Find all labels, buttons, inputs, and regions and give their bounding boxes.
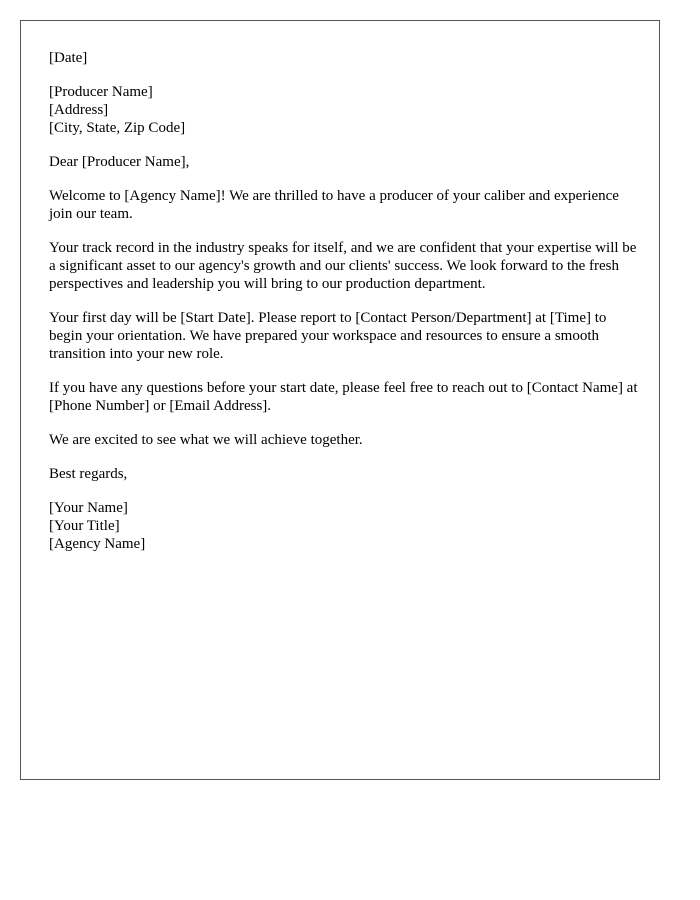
paragraph-track-record: Your track record in the industry speaks for itself, and we are confident that your expertise will be a significant asset to our agency's growth and our clients' success. We look forward to the fresh perspectives and leadership you will bring to our production department. <box>49 240 637 292</box>
paragraph-questions: If you have any questions before your start date, please feel free to reach out to [Contact Name] at [Phone Number] or [Email Address]. <box>49 380 638 414</box>
signature-title: [Your Title] <box>49 518 120 534</box>
signature-agency: [Agency Name] <box>49 536 146 552</box>
letter-page <box>20 20 660 780</box>
paragraph-welcome: Welcome to [Agency Name]! We are thrilled to have a producer of your caliber and experience join our team. <box>49 188 619 222</box>
salutation: Dear [Producer Name], <box>49 154 190 170</box>
paragraph-first-day: Your first day will be [Start Date]. Please report to [Contact Person/Department] at [Time] to begin your orientation. We have prepared your workspace and resources to ensure a smooth transition into your new role. <box>49 310 607 362</box>
signature-name: [Your Name] <box>49 500 128 516</box>
paragraph-excited: We are excited to see what we will achieve together. <box>49 432 363 448</box>
closing: Best regards, <box>49 466 128 482</box>
letter-body <box>49 49 639 569</box>
recipient-address: [Address] <box>49 102 109 118</box>
recipient-name: [Producer Name] <box>49 84 153 100</box>
signature-block <box>49 499 639 553</box>
letter-date: [Date] <box>49 50 88 66</box>
recipient-address-block <box>49 83 639 137</box>
recipient-city-state-zip: [City, State, Zip Code] <box>49 120 186 136</box>
